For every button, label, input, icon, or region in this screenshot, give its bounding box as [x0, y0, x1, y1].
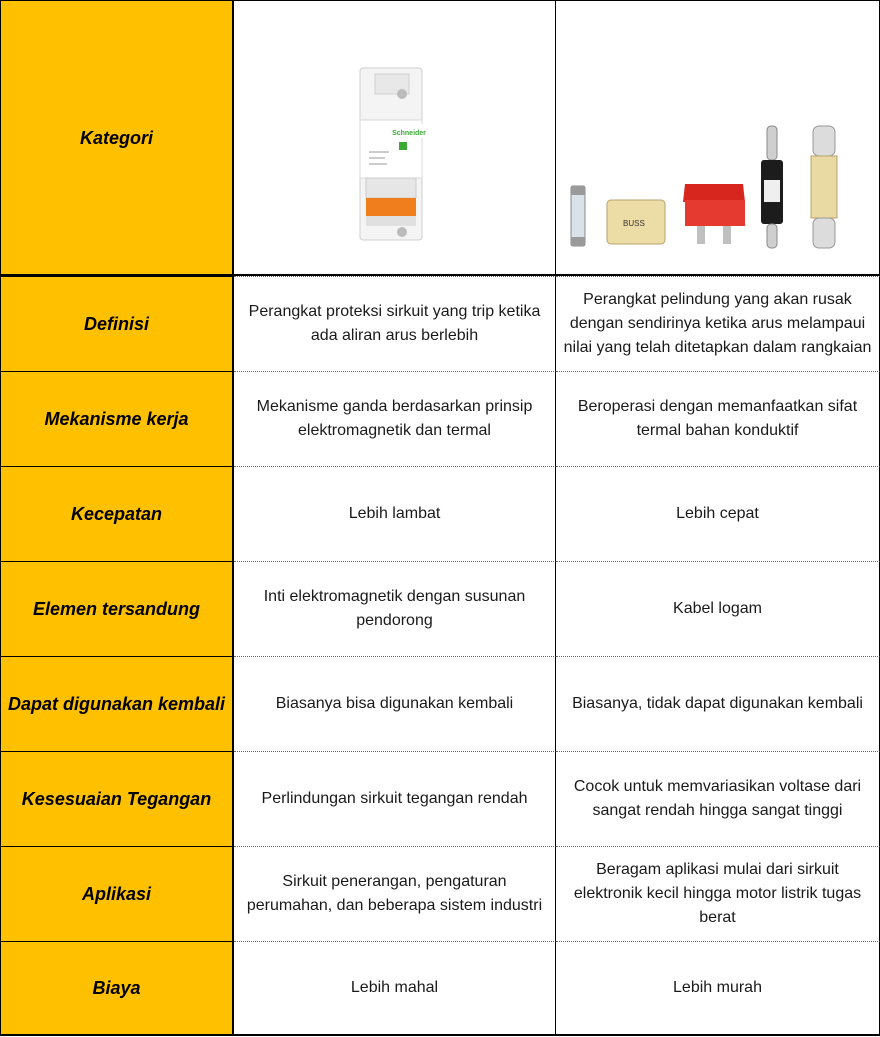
fuse-cell-kecepatan: Lebih cepat	[556, 466, 880, 561]
fuse-cell-mekanisme: Beroperasi dengan memanfaatkan sifat termal bahan konduktif	[556, 371, 880, 466]
mcb-image-cell	[234, 0, 556, 276]
row-label-mekanisme: Mekanisme kerja	[0, 371, 234, 466]
header-label: Kategori	[79, 127, 153, 148]
mcb-breaker-image	[235, 2, 555, 274]
fuse-image-cell	[556, 0, 880, 276]
row-label-definisi: Definisi	[0, 276, 234, 371]
row-label-reusable: Dapat digunakan kembali	[0, 656, 234, 751]
fuse-cell-reusable: Biasanya, tidak dapat digunakan kembali	[556, 656, 880, 751]
fuse-cell-definisi: Perangkat pelindung yang akan rusak dengan sendirinya ketika arus melampaui nilai yang telah ditetapkan dalam rangkaian	[556, 276, 880, 371]
row-label-tegangan: Kesesuaian Tegangan	[0, 751, 234, 846]
mcb-cell-aplikasi: Sirkuit penerangan, pengaturan perumahan, dan beberapa sistem industri	[234, 846, 556, 941]
header-label-cell	[0, 0, 234, 276]
mcb-brand-text: Schneider	[391, 129, 426, 137]
fuse-collection-image	[557, 2, 879, 274]
fuse-cell-tegangan: Cocok untuk memvariasikan voltase dari sangat rendah hingga sangat tinggi	[556, 751, 880, 846]
row-label-aplikasi: Aplikasi	[0, 846, 234, 941]
fuse-cell-elemen: Kabel logam	[556, 561, 880, 656]
mcb-cell-biaya: Lebih mahal	[234, 941, 556, 1036]
fuse-cell-aplikasi: Beragam aplikasi mulai dari sirkuit elektronik kecil hingga motor listrik tugas berat	[556, 846, 880, 941]
row-label-kecepatan: Kecepatan	[0, 466, 234, 561]
mcb-cell-kecepatan: Lebih lambat	[234, 466, 556, 561]
mcb-cell-elemen: Inti elektromagnetik dengan susunan pendorong	[234, 561, 556, 656]
mcb-cell-definisi: Perangkat proteksi sirkuit yang trip ketika ada aliran arus berlebih	[234, 276, 556, 371]
fuse-cell-biaya: Lebih murah	[556, 941, 880, 1036]
mcb-cell-tegangan: Perlindungan sirkuit tegangan rendah	[234, 751, 556, 846]
mcb-cell-reusable: Biasanya bisa digunakan kembali	[234, 656, 556, 751]
row-label-biaya: Biaya	[0, 941, 234, 1036]
fuse-label-text: BUSS	[622, 218, 645, 228]
mcb-cell-mekanisme: Mekanisme ganda berdasarkan prinsip elektromagnetik dan termal	[234, 371, 556, 466]
row-label-elemen: Elemen tersandung	[0, 561, 234, 656]
